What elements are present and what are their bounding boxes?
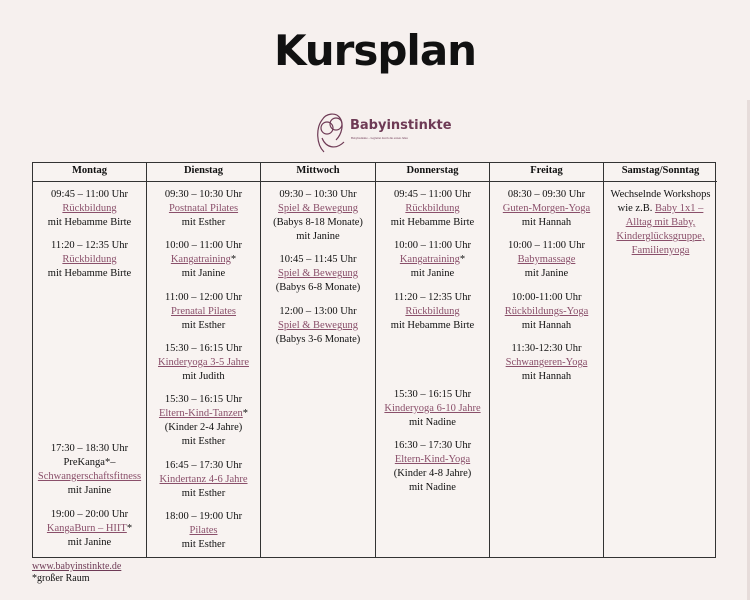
course-entry: [147, 291, 260, 333]
day-header: Montag: [33, 163, 146, 182]
day-header: Donnerstag: [376, 163, 489, 182]
course-link[interactable]: Spiel & Bewegung: [278, 203, 358, 214]
course-detail: mit Nadine: [409, 417, 456, 428]
course-detail: (Kinder 2-4 Jahre): [164, 422, 243, 433]
course-link[interactable]: Rückbildung: [405, 306, 460, 317]
footer-note: *großer Raum: [32, 573, 90, 584]
course-detail: mit Janine: [67, 485, 112, 496]
course-entry: [33, 442, 146, 498]
workshop-link[interactable]: Familienyoga: [631, 245, 690, 256]
course-name-line: [147, 473, 260, 487]
course-detail: mit Hebamme Birte: [47, 268, 132, 279]
workshops-intro: Wechselnde Workshops: [610, 189, 711, 200]
course-name-line: [147, 524, 260, 538]
course-detail: (Babys 3-6 Monate): [275, 334, 361, 345]
course-link[interactable]: Spiel & Bewegung: [278, 268, 358, 279]
day-column-mittwoch: [261, 163, 376, 557]
page-title: Kursplan: [273, 26, 477, 75]
course-entry: [147, 239, 260, 281]
course-detail: mit Judith: [182, 371, 225, 382]
course-link[interactable]: Spiel & Bewegung: [278, 320, 358, 331]
course-detail: mit Esther: [181, 217, 226, 228]
course-name-line: [261, 202, 375, 216]
course-suffix: *: [230, 254, 237, 265]
course-link[interactable]: Kindertanz 4-6 Jahre: [159, 474, 248, 485]
day-column-dienstag: [147, 163, 261, 557]
course-time: 11:20 – 12:35 Uhr: [51, 240, 128, 251]
schedule-table: [32, 162, 716, 558]
course-suffix: *: [126, 523, 133, 534]
workshops-entry: [604, 188, 717, 258]
course-entry: [376, 239, 489, 281]
course-time: 12:00 – 13:00 Uhr: [279, 306, 357, 317]
course-time: 10:00 – 11:00 Uhr: [394, 240, 471, 251]
course-detail: mit Janine: [296, 231, 340, 242]
course-time: 16:30 – 17:30 Uhr: [393, 440, 472, 451]
course-link[interactable]: KangaBurn – HIIT: [46, 523, 127, 534]
course-name-line: [490, 305, 603, 319]
day-header: Samstag/Sonntag: [604, 163, 717, 182]
course-name-line: [490, 356, 603, 370]
course-link[interactable]: Kinderyoga 6-10 Jahre: [384, 403, 481, 414]
course-link[interactable]: Babymassage: [517, 254, 576, 265]
course-time: 18:00 – 19:00 Uhr: [164, 511, 243, 522]
course-detail: mit Esther: [181, 488, 226, 499]
course-name-line: [33, 522, 146, 536]
course-link[interactable]: Schwangerschaftsfitness: [37, 471, 142, 482]
course-detail: mit Janine: [410, 268, 455, 279]
course-link[interactable]: Rückbildung: [405, 203, 460, 214]
course-entry: [33, 188, 146, 230]
course-entry: [261, 305, 375, 347]
course-detail: mit Hebamme Birte: [390, 320, 475, 331]
course-entry: [261, 188, 375, 244]
day-column-montag: [33, 163, 147, 557]
course-entry: [490, 291, 603, 333]
course-detail: mit Esther: [181, 539, 226, 550]
course-time: 08:30 – 09:30 Uhr: [507, 189, 586, 200]
course-entry: [147, 342, 260, 384]
course-name-line: [147, 253, 260, 267]
course-detail: mit Janine: [67, 537, 112, 548]
course-time: 10:00-11:00 Uhr: [511, 292, 582, 303]
day-header: Mittwoch: [261, 163, 375, 182]
course-detail: mit Esther: [181, 320, 226, 331]
course-time: 11:00 – 12:00 Uhr: [165, 292, 242, 303]
course-entry: [147, 459, 260, 501]
mother-baby-logo-icon: [314, 108, 350, 156]
course-entry: [376, 439, 489, 495]
course-time: 15:30 – 16:15 Uhr: [164, 343, 243, 354]
course-entry: [376, 388, 489, 430]
course-detail: mit Janine: [181, 268, 226, 279]
course-time: 11:20 – 12:35 Uhr: [394, 292, 471, 303]
course-entry: [261, 253, 375, 295]
course-entry: [33, 239, 146, 281]
logo-text: Babyinstinkte: [350, 118, 452, 133]
course-entry: [33, 508, 146, 550]
workshops-prefix: wie z.B.: [617, 203, 653, 214]
course-time: 10:45 – 11:45 Uhr: [279, 254, 357, 265]
course-entry: [376, 188, 489, 230]
course-time: 15:30 – 16:15 Uhr: [393, 389, 472, 400]
day-column-freitag: [490, 163, 604, 557]
course-time: 09:45 – 11:00 Uhr: [394, 189, 471, 200]
course-detail: (Babys 6-8 Monate): [275, 282, 361, 293]
course-time: 09:45 – 11:00 Uhr: [51, 189, 128, 200]
course-suffix: *: [242, 408, 249, 419]
course-detail: mit Janine: [524, 268, 569, 279]
day-column-donnerstag: [376, 163, 490, 557]
course-time: 09:30 – 10:30 Uhr: [279, 189, 357, 200]
course-name-line: [376, 305, 489, 319]
course-link[interactable]: Kinderyoga 3-5 Jahre: [158, 357, 249, 368]
course-time: 19:00 – 20:00 Uhr: [50, 509, 129, 520]
course-time: 10:00 – 11:00 Uhr: [165, 240, 242, 251]
course-detail: (Babys 8-18 Monate): [273, 217, 363, 228]
course-entry: [490, 188, 603, 230]
course-link[interactable]: Eltern-Kind-Yoga: [394, 454, 471, 465]
course-time: 11:30-12:30 Uhr: [511, 343, 582, 354]
course-link[interactable]: Kangatraining: [399, 254, 460, 265]
course-link[interactable]: Kangatraining: [170, 254, 231, 265]
course-name-line: [376, 202, 489, 216]
course-suffix: *: [459, 254, 466, 265]
course-entry: [147, 393, 260, 449]
course-time: 10:00 – 11:00 Uhr: [508, 240, 585, 251]
course-link[interactable]: Rückbildung: [62, 203, 117, 214]
day-column-samstagsonntag: [604, 163, 717, 557]
logo-tagline: Babyinstinkte – begleitet durch die ersten Jahre: [351, 136, 408, 140]
website-link[interactable]: www.babyinstinkte.de: [32, 561, 122, 572]
course-name-line: [33, 253, 146, 267]
course-detail: mit Hebamme Birte: [47, 217, 132, 228]
course-detail: mit Hannah: [521, 217, 572, 228]
course-name-line: [147, 202, 260, 216]
course-link[interactable]: Prenatal Pilates: [170, 306, 237, 317]
course-time: 15:30 – 16:15 Uhr: [164, 394, 243, 405]
day-header: Freitag: [490, 163, 603, 182]
course-name-line: [376, 453, 489, 467]
course-entry: [147, 188, 260, 230]
course-link[interactable]: Schwangeren-Yoga: [505, 357, 588, 368]
course-time: 17:30 – 18:30 Uhr: [50, 443, 129, 454]
workshop-link[interactable]: Kinderglücksgruppe,: [616, 231, 705, 242]
course-time: 09:30 – 10:30 Uhr: [164, 189, 243, 200]
course-name-line: [147, 356, 260, 370]
course-prefix: PreKanga*–: [63, 457, 116, 468]
course-name-line: [147, 407, 260, 421]
course-entry: [490, 342, 603, 384]
course-link[interactable]: Postnatal Pilates: [168, 203, 239, 214]
course-detail: mit Hannah: [521, 320, 572, 331]
course-link[interactable]: Rückbildung: [62, 254, 117, 265]
course-detail: mit Esther: [181, 436, 226, 447]
course-name-line: [147, 305, 260, 319]
course-name-line: [261, 267, 375, 281]
course-name-line: [33, 202, 146, 216]
course-link[interactable]: Pilates: [189, 525, 218, 536]
course-name-line: [33, 470, 146, 484]
course-detail: mit Hannah: [521, 371, 572, 382]
footer: [32, 561, 121, 585]
course-name-line: [376, 402, 489, 416]
day-header: Dienstag: [147, 163, 260, 182]
logo: [314, 108, 452, 158]
course-entry: [376, 291, 489, 333]
course-time: 16:45 – 17:30 Uhr: [164, 460, 243, 471]
course-link[interactable]: Eltern-Kind-Tanzen: [158, 408, 243, 419]
course-link[interactable]: Guten-Morgen-Yoga: [502, 203, 591, 214]
course-detail: mit Hebamme Birte: [390, 217, 475, 228]
course-entry: [147, 510, 260, 552]
course-name-line: [376, 253, 489, 267]
course-detail: mit Nadine: [409, 482, 456, 493]
workshop-link[interactable]: Baby 1x1 – Alltag mit Baby,: [625, 203, 704, 228]
course-name-line: [490, 202, 603, 216]
course-detail: (Kinder 4-8 Jahre): [393, 468, 472, 479]
course-name-line: [490, 253, 603, 267]
course-name-line: [261, 319, 375, 333]
course-entry: [490, 239, 603, 281]
course-link[interactable]: Rückbildungs-Yoga: [504, 306, 589, 317]
